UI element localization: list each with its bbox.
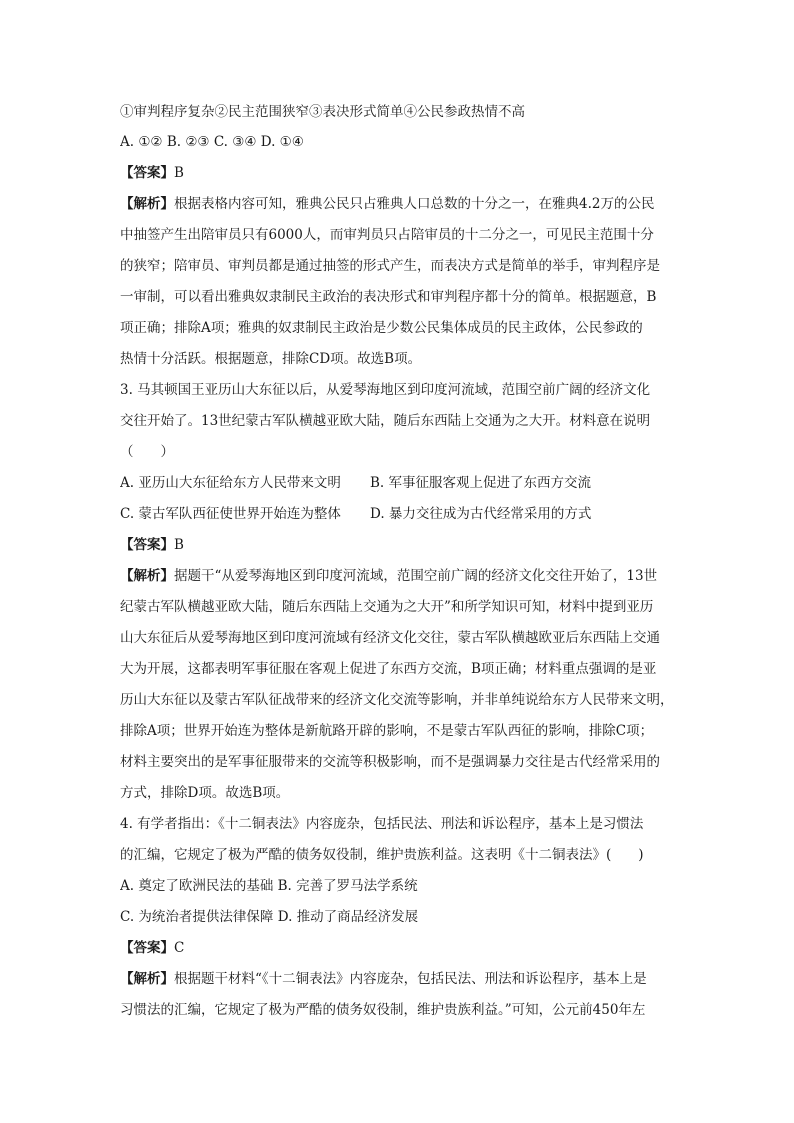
answer-value: B (174, 537, 184, 553)
q3-option-b: B. 军事征服客观上促进了东西方交流 (370, 475, 592, 491)
q3-options-row-1 (120, 473, 690, 493)
q4-stem-line-2: 的汇编，它规定了极为严酷的债务奴役制，维护贵族利益。这表明《十二铜表法》( ) (120, 847, 644, 863)
q4-options-row-2: C. 为统治者提供法律保障 D. 推动了商品经济发展 (120, 909, 419, 925)
answer-label: 【答案】 (120, 165, 174, 181)
q4-analysis-line-1 (120, 969, 690, 989)
analysis-text: 根据表格内容可知，雅典公民只占雅典人口总数的十分之一，在雅典4.2万的公民 (174, 196, 655, 212)
analysis-label: 【解析】 (120, 971, 174, 987)
q3-analysis-line-7: 材料主要突出的是军事征服带来的交流等积极影响，而不是强调暴力交往是古代经常采用的 (120, 754, 660, 770)
analysis-label: 【解析】 (120, 196, 174, 212)
q2-analysis-line-1 (120, 194, 690, 214)
answer-label: 【答案】 (120, 940, 174, 956)
q2-answer-line (120, 163, 690, 183)
q3-analysis-line-5: 历山大东征以及蒙古军队征战带来的经济文化交流等影响，并非单纯说给东方人民带来文明， (120, 692, 674, 708)
q2-analysis-line-2: 中抽签产生出陪审员只有6000人，而审判员只占陪审员的十二分之一，可见民主范围十分 (120, 227, 654, 243)
q3-analysis-line-2: 纪蒙古军队横越亚欧大陆，随后东西陆上交通为之大开”和所学知识可知，材料中提到亚历 (120, 599, 654, 615)
q3-analysis-line-4: 大为开展，这都表明军事征服在客观上促进了东西方交流，B项正确；材料重点强调的是亚 (120, 661, 657, 677)
q3-stem-line-2: 交往开始了。13世纪蒙古军队横越亚欧大陆，随后东西陆上交通为之大开。材料意在说明 (120, 413, 651, 429)
q4-options-row-1: A. 奠定了欧洲民法的基础 B. 完善了罗马法学系统 (120, 878, 418, 894)
analysis-label: 【解析】 (120, 568, 174, 584)
q3-option-d: D. 暴力交往成为古代经常采用的方式 (370, 506, 592, 522)
q2-analysis-line-6: 热情十分活跃。根据题意，排除CD项。故选B项。 (120, 351, 422, 367)
q4-stem-line-1: 4. 有学者指出：《十二铜表法》内容庞杂，包括民法、刑法和诉讼程序，基本上是习惯法 (120, 816, 644, 832)
q3-option-c: C. 蒙古军队西征使世界开始连为整体 (120, 506, 341, 522)
q3-stem-line-1: 3. 马其顿国王亚历山大东征以后，从爱琴海地区到印度河流域，范围空前广阔的经济文化 (120, 382, 651, 398)
q3-options-row-2 (120, 504, 690, 524)
answer-value: C (174, 940, 185, 956)
answer-label: 【答案】 (120, 537, 174, 553)
q3-analysis-line-3: 山大东征后从爱琴海地区到印度河流域有经济文化交往，蒙古军队横越欧亚后东西陆上交通 (120, 630, 660, 646)
q4-answer-line (120, 938, 690, 958)
q2-analysis-line-4: 一审制，可以看出雅典奴隶制民主政治的表决形式和审判程序都十分的简单。根据题意，B (120, 289, 657, 305)
answer-value: B (174, 165, 184, 181)
q3-analysis-line-8: 方式，排除D项。故选B项。 (120, 785, 290, 801)
q2-analysis-line-5: 项正确；排除A项；雅典的奴隶制民主政治是少数公民集体成员的民主政体，公民参政的 (120, 320, 643, 336)
q3-option-a: A. 亚历山大东征给东方人民带来文明 (120, 475, 341, 491)
q3-analysis-line-1 (120, 566, 690, 586)
q2-analysis-line-3: 的狭窄；陪审员、审判员都是通过抽签的形式产生，而表决方式是简单的举手，审判程序是 (120, 258, 660, 274)
q3-answer-line (120, 535, 690, 555)
q3-stem-line-3: （ ） (120, 444, 174, 460)
analysis-text: 据题干“从爱琴海地区到印度河流域，范围空前广阔的经济文化交往开始了，13世 (174, 568, 658, 584)
q3-analysis-line-6: 排除A项；世界开始连为整体是新航路开辟的影响，不是蒙古军队西征的影响，排除C项； (120, 723, 654, 739)
q4-analysis-line-2: 习惯法的汇编，它规定了极为严酷的债务奴役制，维护贵族利益。”可知，公元前450年左 (120, 1002, 646, 1018)
q2-options: A. ①② B. ②③ C. ③④ D. ①④ (120, 134, 304, 150)
q2-statements: ①审判程序复杂②民主范围狭窄③表决形式简单④公民参政热情不高 (120, 104, 525, 120)
analysis-text: 根据题干材料“《十二铜表法》内容庞杂，包括民法、刑法和诉讼程序，基本上是 (174, 971, 647, 987)
